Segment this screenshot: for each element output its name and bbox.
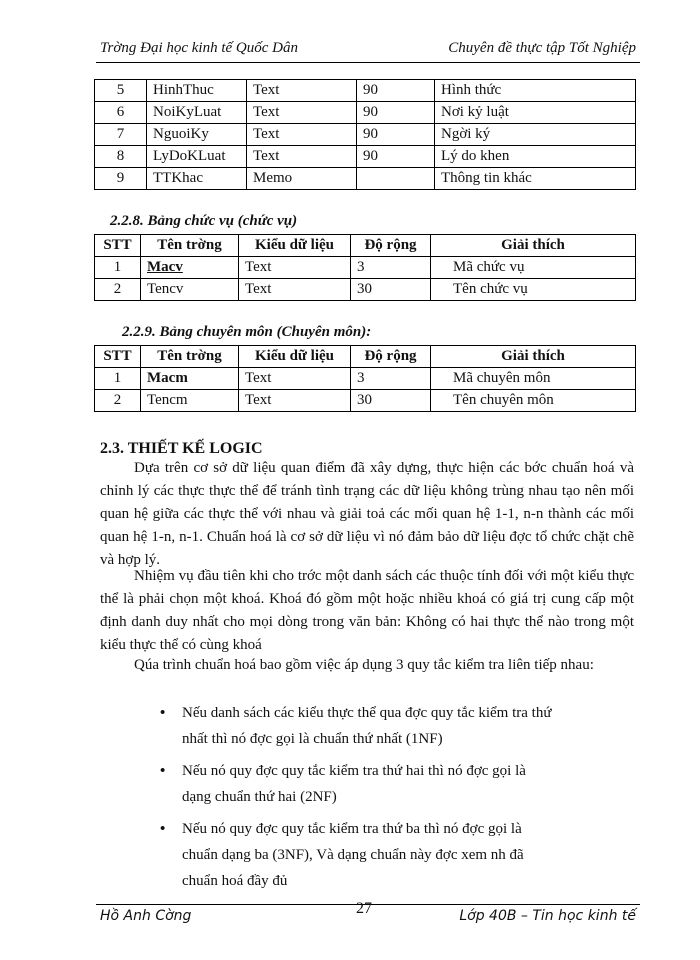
cell-field <box>141 257 239 279</box>
cell-type: Text <box>247 80 357 102</box>
header-title: Chuyên đề thực tập Tốt Nghiệp <box>448 40 636 56</box>
cell-desc: Ngời ký <box>435 124 636 146</box>
caption-specialty-table: 2.2.9. Bảng chuyên môn (Chuyên môn): <box>122 324 372 340</box>
header-school: Trờng Đại học kinh tế Quốc Dân <box>100 40 298 56</box>
cell-width: 90 <box>357 146 435 168</box>
paragraph <box>100 565 634 657</box>
table-header-row <box>95 346 636 368</box>
table-row <box>95 368 636 390</box>
table-row <box>95 279 636 301</box>
paragraph-text: Dựa trên cơ sở dữ liệu quan điểm đã xây dựng, thực hiện các bớc chuẩn hoá và chỉnh lý các thực thực thể để tránh tình trạng các dữ liệu không trùng nhau tạo nên mối quan hệ giữa các thực thể với nhau và giải toả các mối quan hệ 1-1, n-n thành các mối quan hệ 1-n, n-1. Chuẩn hoá là cơ sở dữ liệu vì nó đảm bảo dữ liệu đợc tổ chức chặt chẽ và hợp lý. <box>100 460 634 568</box>
cell-field: HinhThuc <box>147 80 247 102</box>
table-row <box>95 80 636 102</box>
caption-position-table: 2.2.8. Bảng chức vụ (chức vụ) <box>110 213 298 229</box>
list-item <box>160 758 600 810</box>
header-type: Kiểu dữ liệu <box>239 235 351 257</box>
list-item-line: Nếu nó quy đợc quy tắc kiểm tra thứ ba thì nó đợc gọi là <box>182 821 522 837</box>
cell-field: Macm <box>141 368 239 390</box>
table-row <box>95 146 636 168</box>
cell-width: 90 <box>357 102 435 124</box>
list-item-line: dạng chuẩn thứ hai (2NF) <box>182 789 337 805</box>
cell-desc: Mã chuyên môn <box>431 368 636 390</box>
header-stt: STT <box>95 346 141 368</box>
cell-desc: Nơi kỷ luật <box>435 102 636 124</box>
cell-stt: 6 <box>95 102 147 124</box>
cell-stt: 5 <box>95 80 147 102</box>
list-item <box>160 816 600 894</box>
cell-type: Text <box>247 124 357 146</box>
specialty-table <box>94 345 636 412</box>
cell-desc: Hình thức <box>435 80 636 102</box>
paragraph-text: Qúa trình chuẩn hoá bao gồm việc áp dụng 3 quy tắc kiểm tra liên tiếp nhau: <box>134 657 594 673</box>
list-item-line: Nếu nó quy đợc quy tắc kiểm tra thứ hai thì nó đợc gọi là <box>182 763 526 779</box>
header-width: Độ rộng <box>351 346 431 368</box>
cell-type: Text <box>247 146 357 168</box>
table-row <box>95 168 636 190</box>
list-item-line: nhất thì nó đợc gọi là chuẩn thứ nhất (1NF) <box>182 731 443 747</box>
cell-field: NoiKyLuat <box>147 102 247 124</box>
cell-type: Memo <box>247 168 357 190</box>
bullet-icon: • <box>160 821 166 837</box>
cell-desc: Lý do khen <box>435 146 636 168</box>
cell-width: 30 <box>351 390 431 412</box>
table-row <box>95 390 636 412</box>
section-heading-logic-design: 2.3. THIẾT KẾ LOGIC <box>100 440 263 457</box>
header-width: Độ rộng <box>351 235 431 257</box>
cell-stt: 7 <box>95 124 147 146</box>
cell-stt: 8 <box>95 146 147 168</box>
page-number: 27 <box>356 900 372 917</box>
header-type: Kiểu dữ liệu <box>239 346 351 368</box>
cell-type: Text <box>239 368 351 390</box>
cell-field: Tencm <box>141 390 239 412</box>
cell-stt: 9 <box>95 168 147 190</box>
fields-table-continued <box>94 79 636 190</box>
cell-type: Text <box>239 257 351 279</box>
cell-desc: Tên chức vụ <box>431 279 636 301</box>
cell-width <box>357 168 435 190</box>
header-desc: Giải thích <box>431 346 636 368</box>
position-table <box>94 234 636 301</box>
cell-type: Text <box>239 390 351 412</box>
cell-width: 90 <box>357 80 435 102</box>
bullet-icon: • <box>160 763 166 779</box>
cell-width: 90 <box>357 124 435 146</box>
footer-class: Lớp 40B – Tin học kinh tế <box>459 908 636 924</box>
cell-desc: Tên chuyên môn <box>431 390 636 412</box>
cell-stt: 1 <box>95 257 141 279</box>
cell-field: TTKhac <box>147 168 247 190</box>
cell-field: Tencv <box>141 279 239 301</box>
table-row <box>95 257 636 279</box>
cell-desc: Thông tin khác <box>435 168 636 190</box>
paragraph <box>100 654 634 677</box>
list-item-line: Nếu danh sách các kiểu thực thể qua đợc quy tắc kiểm tra thứ <box>182 705 552 721</box>
cell-field: NguoiKy <box>147 124 247 146</box>
bullet-icon: • <box>160 705 166 721</box>
paragraph <box>100 457 634 572</box>
header-stt: STT <box>95 235 141 257</box>
normalization-rules-list <box>160 700 600 900</box>
cell-stt: 2 <box>95 390 141 412</box>
header-field: Tên trờng <box>141 346 239 368</box>
key-field-label: Macv <box>147 259 183 275</box>
header-divider <box>96 62 640 63</box>
cell-field: LyDoKLuat <box>147 146 247 168</box>
cell-stt: 2 <box>95 279 141 301</box>
cell-width: 3 <box>351 368 431 390</box>
list-item-line: chuẩn dạng ba (3NF), Và dạng chuẩn này đợc xem nh đã <box>182 847 524 863</box>
table-header-row <box>95 235 636 257</box>
cell-desc: Mã chức vụ <box>431 257 636 279</box>
cell-width: 3 <box>351 257 431 279</box>
cell-type: Text <box>247 102 357 124</box>
paragraph-text: Nhiệm vụ đầu tiên khi cho trớc một danh sách các thuộc tính đối với một kiểu thực thể là phải chọn một khoá. Khoá đó gồm một hoặc nhiều khoá có giá trị cung cấp một định danh duy nhất cho mọi dòng trong văn bản: Không có hai thực thể nào trong một kiểu thực thể có cùng khoá <box>100 568 634 653</box>
table-row <box>95 102 636 124</box>
cell-stt: 1 <box>95 368 141 390</box>
cell-width: 30 <box>351 279 431 301</box>
list-item <box>160 700 600 752</box>
table-row <box>95 124 636 146</box>
list-item-line: chuẩn hoá đầy đủ <box>182 873 288 889</box>
header-desc: Giải thích <box>431 235 636 257</box>
footer-author: Hồ Anh Cờng <box>100 908 192 924</box>
header-field: Tên trờng <box>141 235 239 257</box>
cell-type: Text <box>239 279 351 301</box>
